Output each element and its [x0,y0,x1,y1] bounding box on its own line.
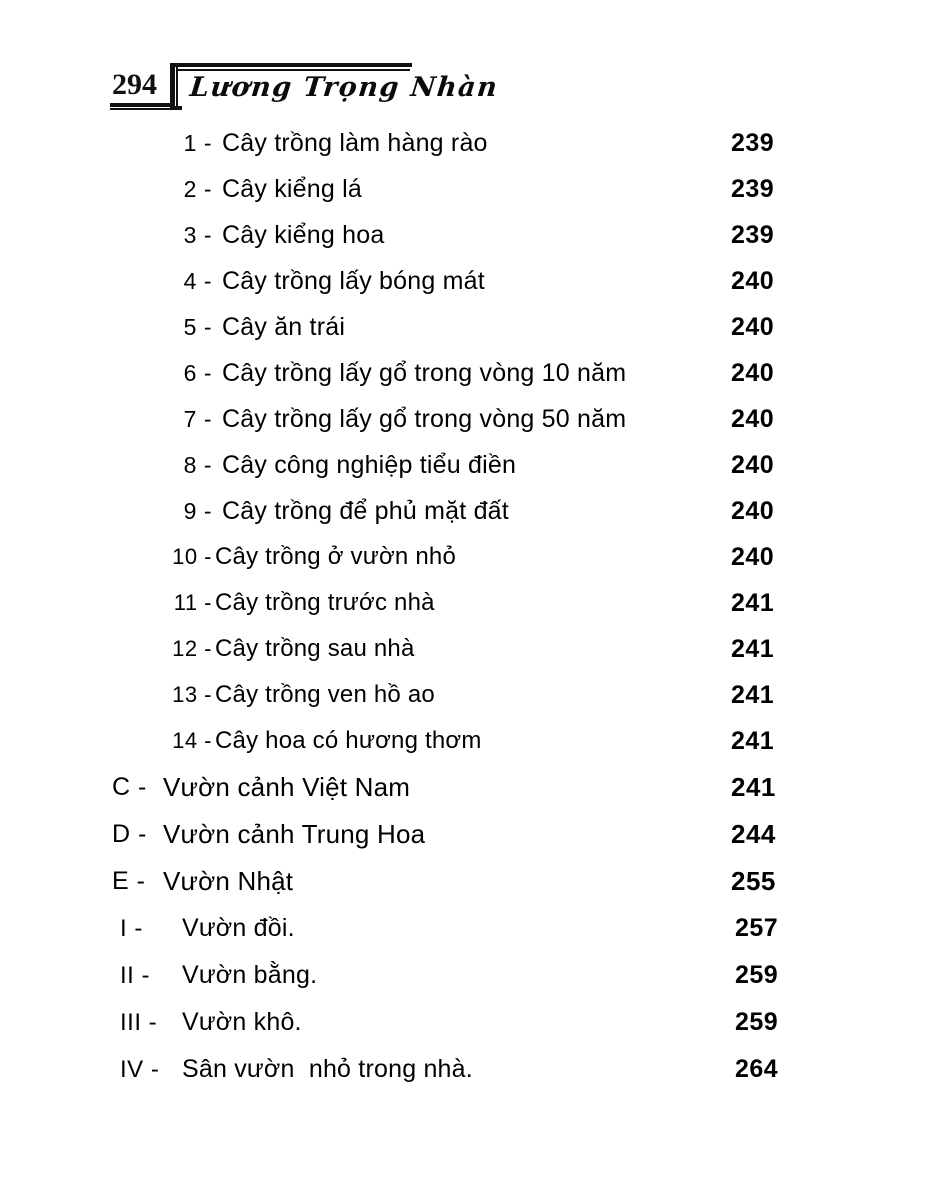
toc-entry-label: Vườn khô. [182,1008,302,1036]
toc-entry-marker: IV - [120,1056,160,1083]
toc-entry [0,120,930,166]
toc-entry-label: Cây kiểng hoa [222,221,385,249]
toc-entry-page-number: 241 [731,589,775,617]
toc-entry [0,258,930,304]
toc-entry-label: Cây trồng làm hàng rào [222,129,488,157]
toc-entry-label: Cây trồng lấy gổ trong vòng 10 năm [222,359,627,387]
toc-entry [0,952,930,999]
toc-entry-label: Cây trồng sau nhà [215,635,415,662]
header-bracket-vertical [170,63,175,110]
toc-entry-label: Cây trồng trước nhà [215,589,435,616]
toc-entry-label: Cây trồng để phủ mặt đất [222,497,509,525]
toc-entry-label: Cây trồng ở vườn nhỏ [215,543,456,570]
toc-entry [0,905,930,952]
header-top-rule-inner [176,69,410,71]
toc-entry-page-number: 259 [735,1008,779,1036]
toc-entry-page-number: 259 [735,961,779,989]
toc-entry [0,534,930,580]
toc-entry [0,350,930,396]
toc-entry-page-number: 240 [731,313,775,341]
toc-entry-page-number: 240 [731,543,775,571]
toc-entry-label: Sân vườn nhỏ trong nhà. [182,1055,473,1083]
toc-entry-marker: 2 - [183,176,212,202]
toc-entry-label: Vườn cảnh Việt Nam [163,772,411,802]
toc-entry-marker: 12 - [172,636,212,661]
header-bracket-vertical-inner [176,67,178,109]
toc-entry [0,396,930,442]
toc-entry-marker: 6 - [183,360,212,386]
toc-entry-marker: 4 - [183,268,212,294]
toc-entry-page-number: 241 [731,772,776,802]
toc-entry-page-number: 241 [731,635,775,663]
toc-entry-label: Cây kiểng lá [222,175,362,203]
toc-entry [0,672,930,718]
toc-entry [0,811,930,858]
toc-entry [0,718,930,764]
toc-entry-marker: 1 - [183,130,212,156]
toc-entry [0,212,930,258]
toc-entry-marker: II - [120,962,150,989]
toc-entry-label: Vườn bằng. [182,961,318,989]
page-folio-number: 294 [112,68,157,101]
folio-underline-secondary [110,108,172,110]
toc-entry-page-number: 241 [731,727,775,755]
toc-entry [0,580,930,626]
toc-entry-marker: 9 - [183,498,212,524]
toc-entry-marker: 5 - [183,314,212,340]
folio-underline [110,103,172,107]
toc-entry-page-number: 240 [731,451,775,479]
toc-entry-page-number: 239 [731,129,775,157]
toc-entry [0,166,930,212]
toc-entry-marker: III - [120,1009,158,1036]
toc-entry-label: Cây công nghiệp tiểu điền [222,451,517,479]
toc-entry-marker: 10 - [172,544,212,569]
toc-entry-label: Cây trồng lấy bóng mát [222,267,485,295]
toc-entry-label: Cây trồng lấy gổ trong vòng 50 năm [222,405,627,433]
table-of-contents [0,120,930,1093]
toc-entry-marker: I - [120,915,143,942]
toc-entry [0,488,930,534]
toc-entry-marker: 13 - [172,682,212,707]
toc-entry-marker: 8 - [183,452,212,478]
toc-entry-marker: 14 - [172,728,212,753]
toc-entry-label: Vườn Nhật [163,866,294,896]
toc-entry-marker: C - [112,773,147,801]
toc-entry [0,858,930,905]
toc-entry-page-number: 257 [735,914,779,942]
toc-entry-page-number: 240 [731,267,775,295]
toc-entry-page-number: 240 [731,359,775,387]
toc-entry-label: Cây hoa có hương thơm [215,727,482,754]
toc-entry-marker: D - [112,820,147,848]
toc-entry-marker: 7 - [183,406,212,432]
toc-entry-label: Vườn đồi. [182,914,295,942]
toc-entry-label: Cây ăn trái [222,313,346,341]
toc-entry [0,626,930,672]
toc-entry-page-number: 241 [731,681,775,709]
toc-entry-page-number: 240 [731,497,775,525]
toc-entry [0,764,930,811]
toc-entry-page-number: 239 [731,221,775,249]
toc-entry [0,304,930,350]
toc-entry-page-number: 264 [735,1055,779,1083]
toc-entry-marker: 11 - [173,590,212,615]
header-top-rule [172,63,412,67]
toc-entry-page-number: 240 [731,405,775,433]
toc-entry-marker: 3 - [183,222,212,248]
toc-entry-page-number: 255 [731,866,776,896]
toc-entry [0,1046,930,1093]
toc-entry-marker: E - [112,867,146,895]
toc-entry-label: Cây trồng ven hồ ao [215,681,435,708]
running-header [0,0,930,120]
toc-entry-page-number: 239 [731,175,775,203]
author-byline: Lương Trọng Nhàn [188,72,500,103]
toc-entry-label: Vườn cảnh Trung Hoa [163,819,426,849]
toc-entry [0,999,930,1046]
toc-entry-page-number: 244 [731,819,776,849]
toc-entry [0,442,930,488]
